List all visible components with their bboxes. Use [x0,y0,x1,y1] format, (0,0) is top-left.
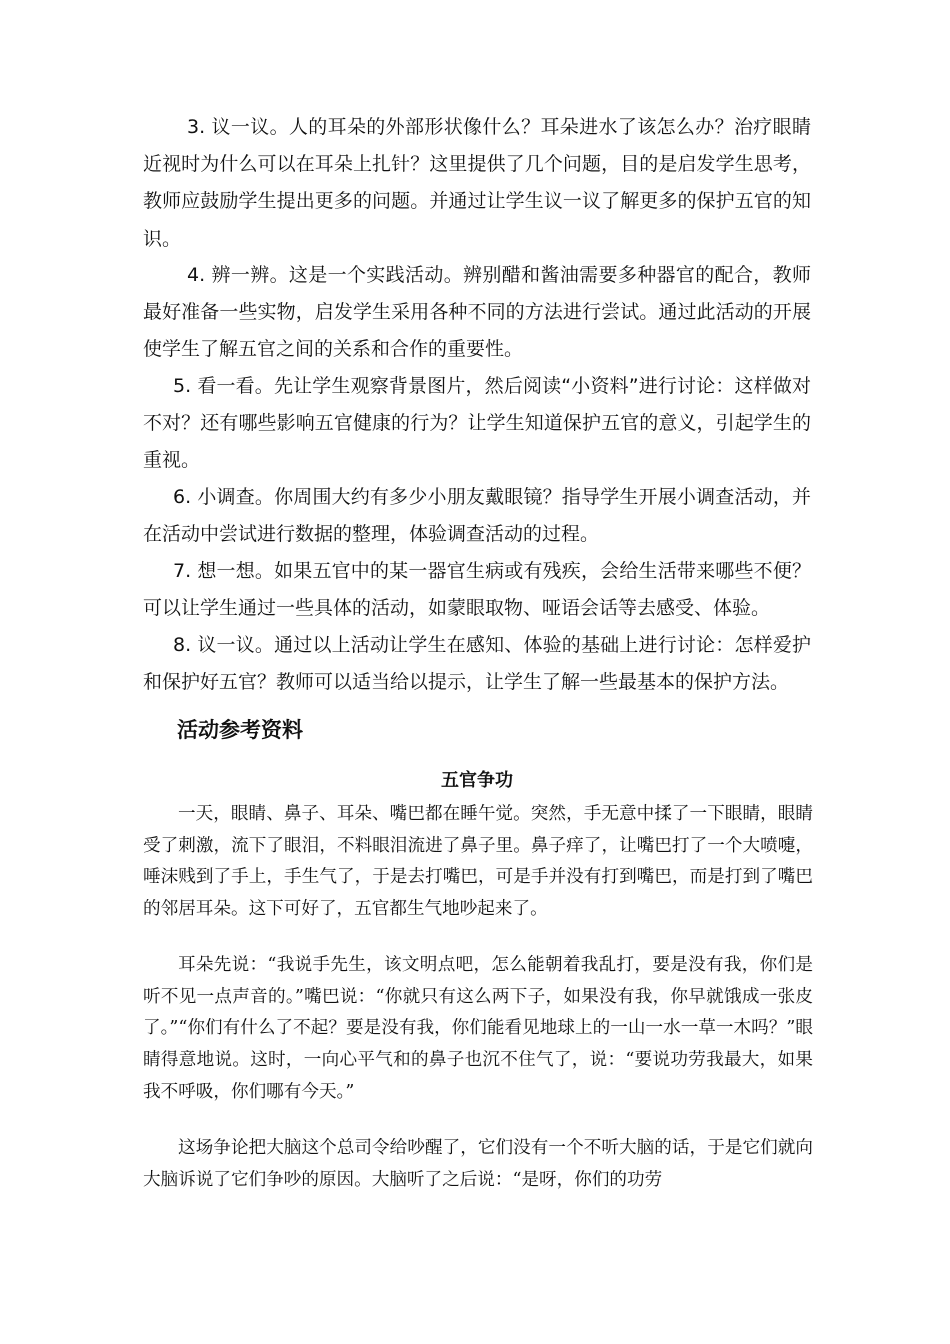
story-title: 五官争功 [441,770,513,791]
paragraph-think: 7. 想一想。如果五官中的某一器官生病或有残疾，会给生活带来哪些不便？可以让学生通过一些具体的活动，如蒙眼取物、哑语会话等去感受、体验。 [143,560,811,620]
paragraph-discuss-ears: 3. 议一议。人的耳朵的外部形状像什么？耳朵进水了该怎么办？治疗眼睛近视时为什么可以在耳朵上扎针？这里提供了几个问题，目的是启发学生思考，教师应鼓励学生提出更多的问题。并通过让学生议一议了解更多的保护五官的知识。 [143,116,811,250]
paragraph-distinguish: 4. 辨一辨。这是一个实践活动。辨别醋和酱油需要多种器官的配合，教师最好准备一些实物，启发学生采用各种不同的方法进行尝试。通过此活动的开展使学生了解五官之间的关系和合作的重要性。 [143,264,811,361]
story-paragraph: 一天，眼睛、鼻子、耳朵、嘴巴都在睡午觉。突然，手无意中揉了一下眼睛，眼睛受了刺激，流下了眼泪，不料眼泪流进了鼻子里。鼻子痒了，让嘴巴打了一个大喷嚏，唾沫贱到了手上，手生气了，于是去打嘴巴，可是手并没有打到嘴巴，而是打到了嘴巴的邻居耳朵。这下可好了，五官都生气地吵起来了。 [143,804,813,920]
story-paragraph: 这场争论把大脑这个总司令给吵醒了，它们没有一个不听大脑的话，于是它们就向大脑诉说了它们争吵的原因。大脑听了之后说：“是呀，你们的功劳 [143,1138,813,1190]
paragraph-look: 5. 看一看。先让学生观察背景图片，然后阅读“小资料”进行讨论：这样做对不对？还有哪些影响五官健康的行为？让学生知道保护五官的意义，引起学生的重视。 [143,375,811,472]
story-paragraph: 耳朵先说：“我说手先生，该文明点吧，怎么能朝着我乱打，要是没有我，你们是听不见一点声音的。”嘴巴说：“你就只有这么两下子，如果没有我，你早就饿成一张皮了。”“你们有什么了不起？要是没有我，你们能看见地球上的一山一水一草一木吗？”眼睛得意地说。这时，一向心平气和的鼻子也沉不住气了，说：“要说功劳我最大，如果我不呼吸，你们哪有今天。” [143,955,813,1102]
paragraph-discuss-protect: 8. 议一议。通过以上活动让学生在感知、体验的基础上进行讨论：怎样爱护和保护好五官？教师可以适当给以提示，让学生了解一些最基本的保护方法。 [143,634,811,694]
section-heading: 活动参考资料 [177,718,303,742]
paragraph-survey: 6. 小调查。你周围大约有多少小朋友戴眼镜？指导学生开展小调查活动，并在活动中尝试进行数据的整理，体验调查活动的过程。 [143,486,811,546]
